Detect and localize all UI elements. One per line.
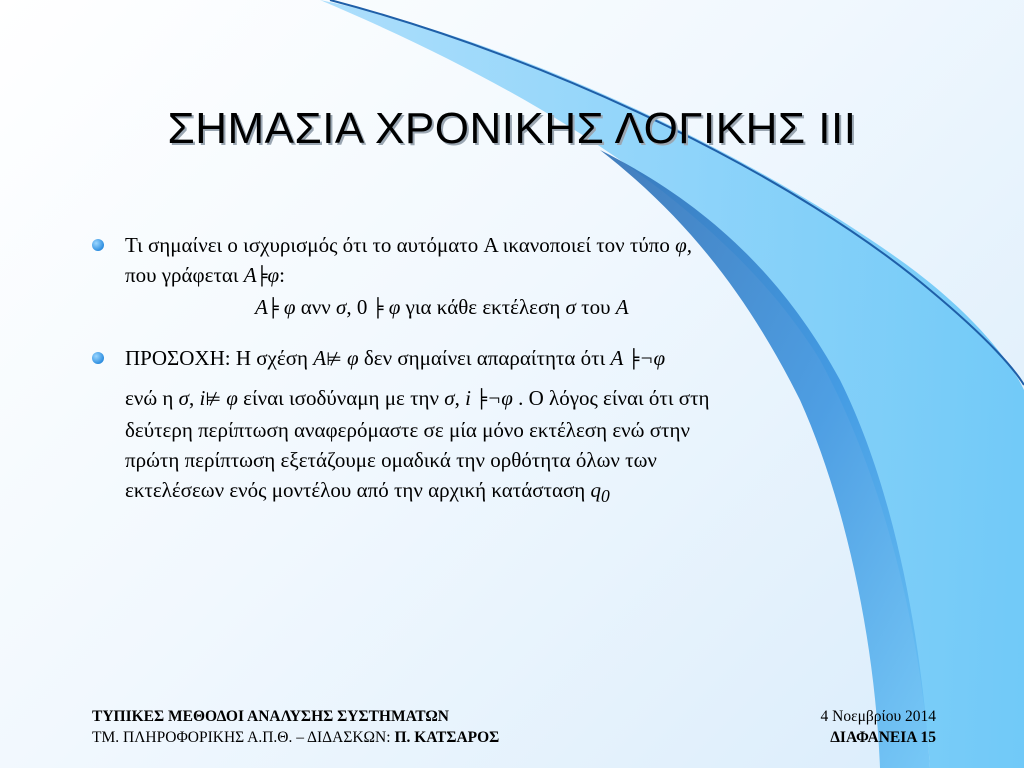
models-symbol: ╞: [256, 266, 268, 287]
footer-course: ΤΥΠΙΚΕΣ ΜΕΘΟΔΟΙ ΑΝΑΛΥΣΗΣ ΣΥΣΤΗΜΑΤΩΝ: [92, 708, 449, 725]
bullet2-line1: ΠΡΟΣΟΧΗ: Η σχέση A⊭ φ δεν σημαίνει απαραίτητα ότι A ╞¬φ: [125, 346, 666, 370]
models-symbol: ╞: [372, 298, 384, 319]
models-symbol: ╞: [476, 389, 488, 410]
bullet2-line3: δεύτερη περίπτωση αναφερόμαστε σε μία μόνο εκτέλεση ενώ στην: [125, 418, 690, 442]
slide-content: [92, 230, 937, 511]
bullet-item-1: [92, 230, 937, 324]
bullet2-line5: εκτελέσεων ενός μοντέλου από την αρχική κατάσταση $q_0$: [125, 478, 610, 507]
not-models-symbol: ⊭: [326, 349, 342, 370]
models-symbol: ╞: [267, 298, 279, 319]
bullet-dot-icon: [92, 239, 104, 251]
footer-date: 4 Νοεμβρίου 2014: [820, 708, 936, 725]
models-symbol: ╞: [628, 349, 640, 370]
slide-title: ΣΗΜΑΣΙΑ ΧΡΟΝΙΚΗΣ ΛΟΓΙΚΗΣ ΙΙΙ: [167, 104, 857, 153]
bullet2-line2: ενώ η σ, i⊭ φ είναι ισοδύναμη με την σ, i ╞¬φ . Ο λόγος είναι ότι στη: [125, 386, 710, 410]
footer-right: [821, 706, 936, 748]
footer-left: [92, 706, 499, 748]
footer-instructor: Π. ΚΑΤΣΑΡΟΣ: [394, 729, 500, 746]
bullet1-definition: A╞ φ ανν σ, 0 ╞ φ για κάθε εκτέλεση σ του A: [255, 295, 629, 319]
footer-slide-number: ΔΙΑΦΑΝΕΙΑ 15: [830, 729, 936, 746]
bullet1-line1: Τι σημαίνει ο ισχυρισμός ότι το αυτόματο A ικανοποιεί τον τύπο φ,: [125, 233, 692, 257]
bullet2-line4: πρώτη περίπτωση εξετάζουμε ομαδικά την ορθότητα όλων των: [125, 448, 657, 472]
bullet-dot-icon: [92, 352, 104, 364]
bullet-item-2: [92, 343, 937, 511]
footer-dept: ΤΜ. ΠΛΗΡΟΦΟΡΙΚΗΣ Α.Π.Θ. – ΔΙΔΑΣΚΩΝ: Π. ΚΑΤΣΑΡΟΣ: [92, 729, 500, 746]
not-models-symbol: ⊭: [205, 389, 222, 410]
bullet1-line2: που γράφεται A╞φ:: [125, 263, 285, 287]
